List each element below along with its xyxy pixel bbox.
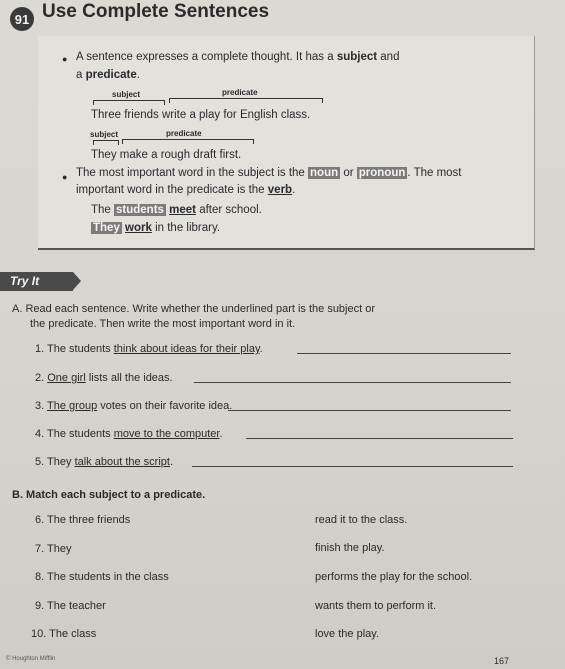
- part-a-instruction-2: the predicate. Then write the most important word in it.: [30, 318, 296, 330]
- underlined-part: think about ideas for their play: [113, 343, 260, 355]
- item-number: 2.: [35, 372, 45, 384]
- item-text: votes on their favorite idea.: [97, 400, 233, 412]
- match-subject-10: [31, 628, 96, 640]
- item-text: The students: [47, 428, 114, 440]
- bullet-1-text: [76, 49, 516, 65]
- match-predicate-1: read it to the class.: [315, 514, 408, 526]
- subject-text: The students in the class: [47, 571, 169, 583]
- predicate-bracket: [122, 139, 254, 144]
- example1-subject-label: subject: [112, 90, 141, 99]
- item-text: They: [47, 456, 75, 468]
- highlight-noun: noun: [310, 167, 339, 179]
- copyright: © Houghton Mifflin: [6, 656, 56, 662]
- item-number: 3.: [35, 400, 45, 412]
- example2-subject-label: subject: [90, 130, 119, 139]
- lesson-number-badge: 91: [10, 7, 34, 31]
- text: .: [292, 184, 296, 196]
- match-predicate-4: wants them to perform it.: [315, 600, 437, 612]
- item-text: lists all the ideas.: [85, 372, 173, 384]
- exercise-item-2: [35, 372, 173, 384]
- bullet-2-line2: [76, 182, 295, 198]
- bullet-1-line2: [76, 67, 140, 83]
- text: in the library.: [151, 222, 221, 234]
- exercise-item-5: [35, 456, 173, 468]
- underlined-verb: meet: [169, 204, 196, 216]
- text: after school.: [196, 204, 262, 216]
- item-number: 7.: [35, 543, 45, 555]
- example4-sentence: [91, 220, 220, 236]
- text: important word in the predicate is the: [76, 184, 268, 196]
- example-subject: They: [91, 149, 117, 161]
- example2-sentence: [91, 147, 241, 163]
- example1-sentence: [91, 107, 310, 123]
- part-a-instruction-1: A. Read each sentence. Write whether the underlined part is the subject or: [12, 303, 376, 315]
- bullet-1: [62, 51, 67, 67]
- answer-line-5[interactable]: [192, 456, 513, 467]
- item-number: 4.: [35, 428, 45, 440]
- highlight-noun: students: [116, 204, 164, 216]
- rule-box: [38, 36, 535, 250]
- subject-bracket: [93, 140, 119, 145]
- match-predicate-3: performs the play for the school.: [315, 571, 473, 583]
- underlined-part: move to the computer: [113, 428, 220, 440]
- bullet-2: [62, 169, 67, 185]
- underlined-part: talk about the script: [74, 456, 170, 468]
- text: .: [136, 69, 140, 81]
- match-subject-6: [35, 514, 130, 526]
- predicate-bracket: [169, 98, 323, 103]
- text: The most important word in the subject is the: [76, 167, 309, 179]
- highlight-pronoun: pronoun: [358, 167, 406, 179]
- text: The: [91, 204, 115, 216]
- match-subject-7: [35, 543, 72, 555]
- term-predicate: predicate: [85, 69, 137, 81]
- bullet-dot: ●: [62, 54, 68, 64]
- text: or: [340, 167, 357, 179]
- page-title: Use Complete Sentences: [42, 1, 270, 22]
- subject-text: The three friends: [47, 514, 131, 526]
- answer-line-3[interactable]: [228, 400, 511, 411]
- subject-text: The class: [49, 628, 97, 640]
- subject-text: They: [47, 543, 72, 555]
- subject-text: The teacher: [47, 600, 106, 612]
- text: A sentence expresses a complete thought. It has a: [76, 51, 337, 63]
- highlight-pronoun: They: [93, 222, 120, 234]
- term-subject: subject: [336, 51, 378, 63]
- example-subject: Three friends: [91, 109, 159, 121]
- bullet-2-text: [76, 165, 526, 181]
- match-predicate-5: love the play.: [315, 628, 380, 640]
- try-it-tab: Try It: [0, 272, 73, 291]
- exercise-item-4: [35, 428, 223, 440]
- item-number: 5.: [35, 456, 45, 468]
- page-number: 167: [494, 656, 510, 666]
- example-predicate: make a rough draft first.: [119, 149, 242, 161]
- example-predicate: write a play for English class.: [161, 109, 311, 121]
- part-b-instruction: B. Match each subject to a predicate.: [12, 489, 206, 501]
- underlined-part: The group: [47, 400, 98, 412]
- answer-line-1[interactable]: [297, 343, 511, 354]
- item-text: .: [219, 428, 223, 440]
- item-text: The students: [47, 343, 114, 355]
- subject-bracket: [93, 100, 165, 105]
- item-number: 9.: [35, 600, 45, 612]
- item-number: 10.: [31, 628, 47, 640]
- item-number: 8.: [35, 571, 45, 583]
- answer-line-4[interactable]: [246, 428, 513, 439]
- example3-sentence: [91, 202, 262, 218]
- answer-line-2[interactable]: [194, 372, 511, 383]
- match-predicate-2: finish the play.: [315, 542, 385, 554]
- example2-predicate-label: predicate: [166, 129, 202, 138]
- match-subject-8: [35, 571, 169, 583]
- item-number: 1.: [35, 343, 45, 355]
- match-subject-9: [35, 600, 106, 612]
- text: a: [76, 69, 86, 81]
- example1-predicate-label: predicate: [222, 88, 258, 97]
- underlined-part: One girl: [47, 372, 86, 384]
- text: . The most: [407, 167, 462, 179]
- exercise-item-3: [35, 400, 232, 412]
- bullet-dot: ●: [62, 172, 68, 182]
- underlined-verb: work: [125, 222, 152, 234]
- text: and: [377, 51, 400, 63]
- term-verb: verb: [267, 184, 293, 196]
- item-number: 6.: [35, 514, 45, 526]
- item-text: .: [259, 343, 263, 355]
- item-text: .: [169, 456, 174, 468]
